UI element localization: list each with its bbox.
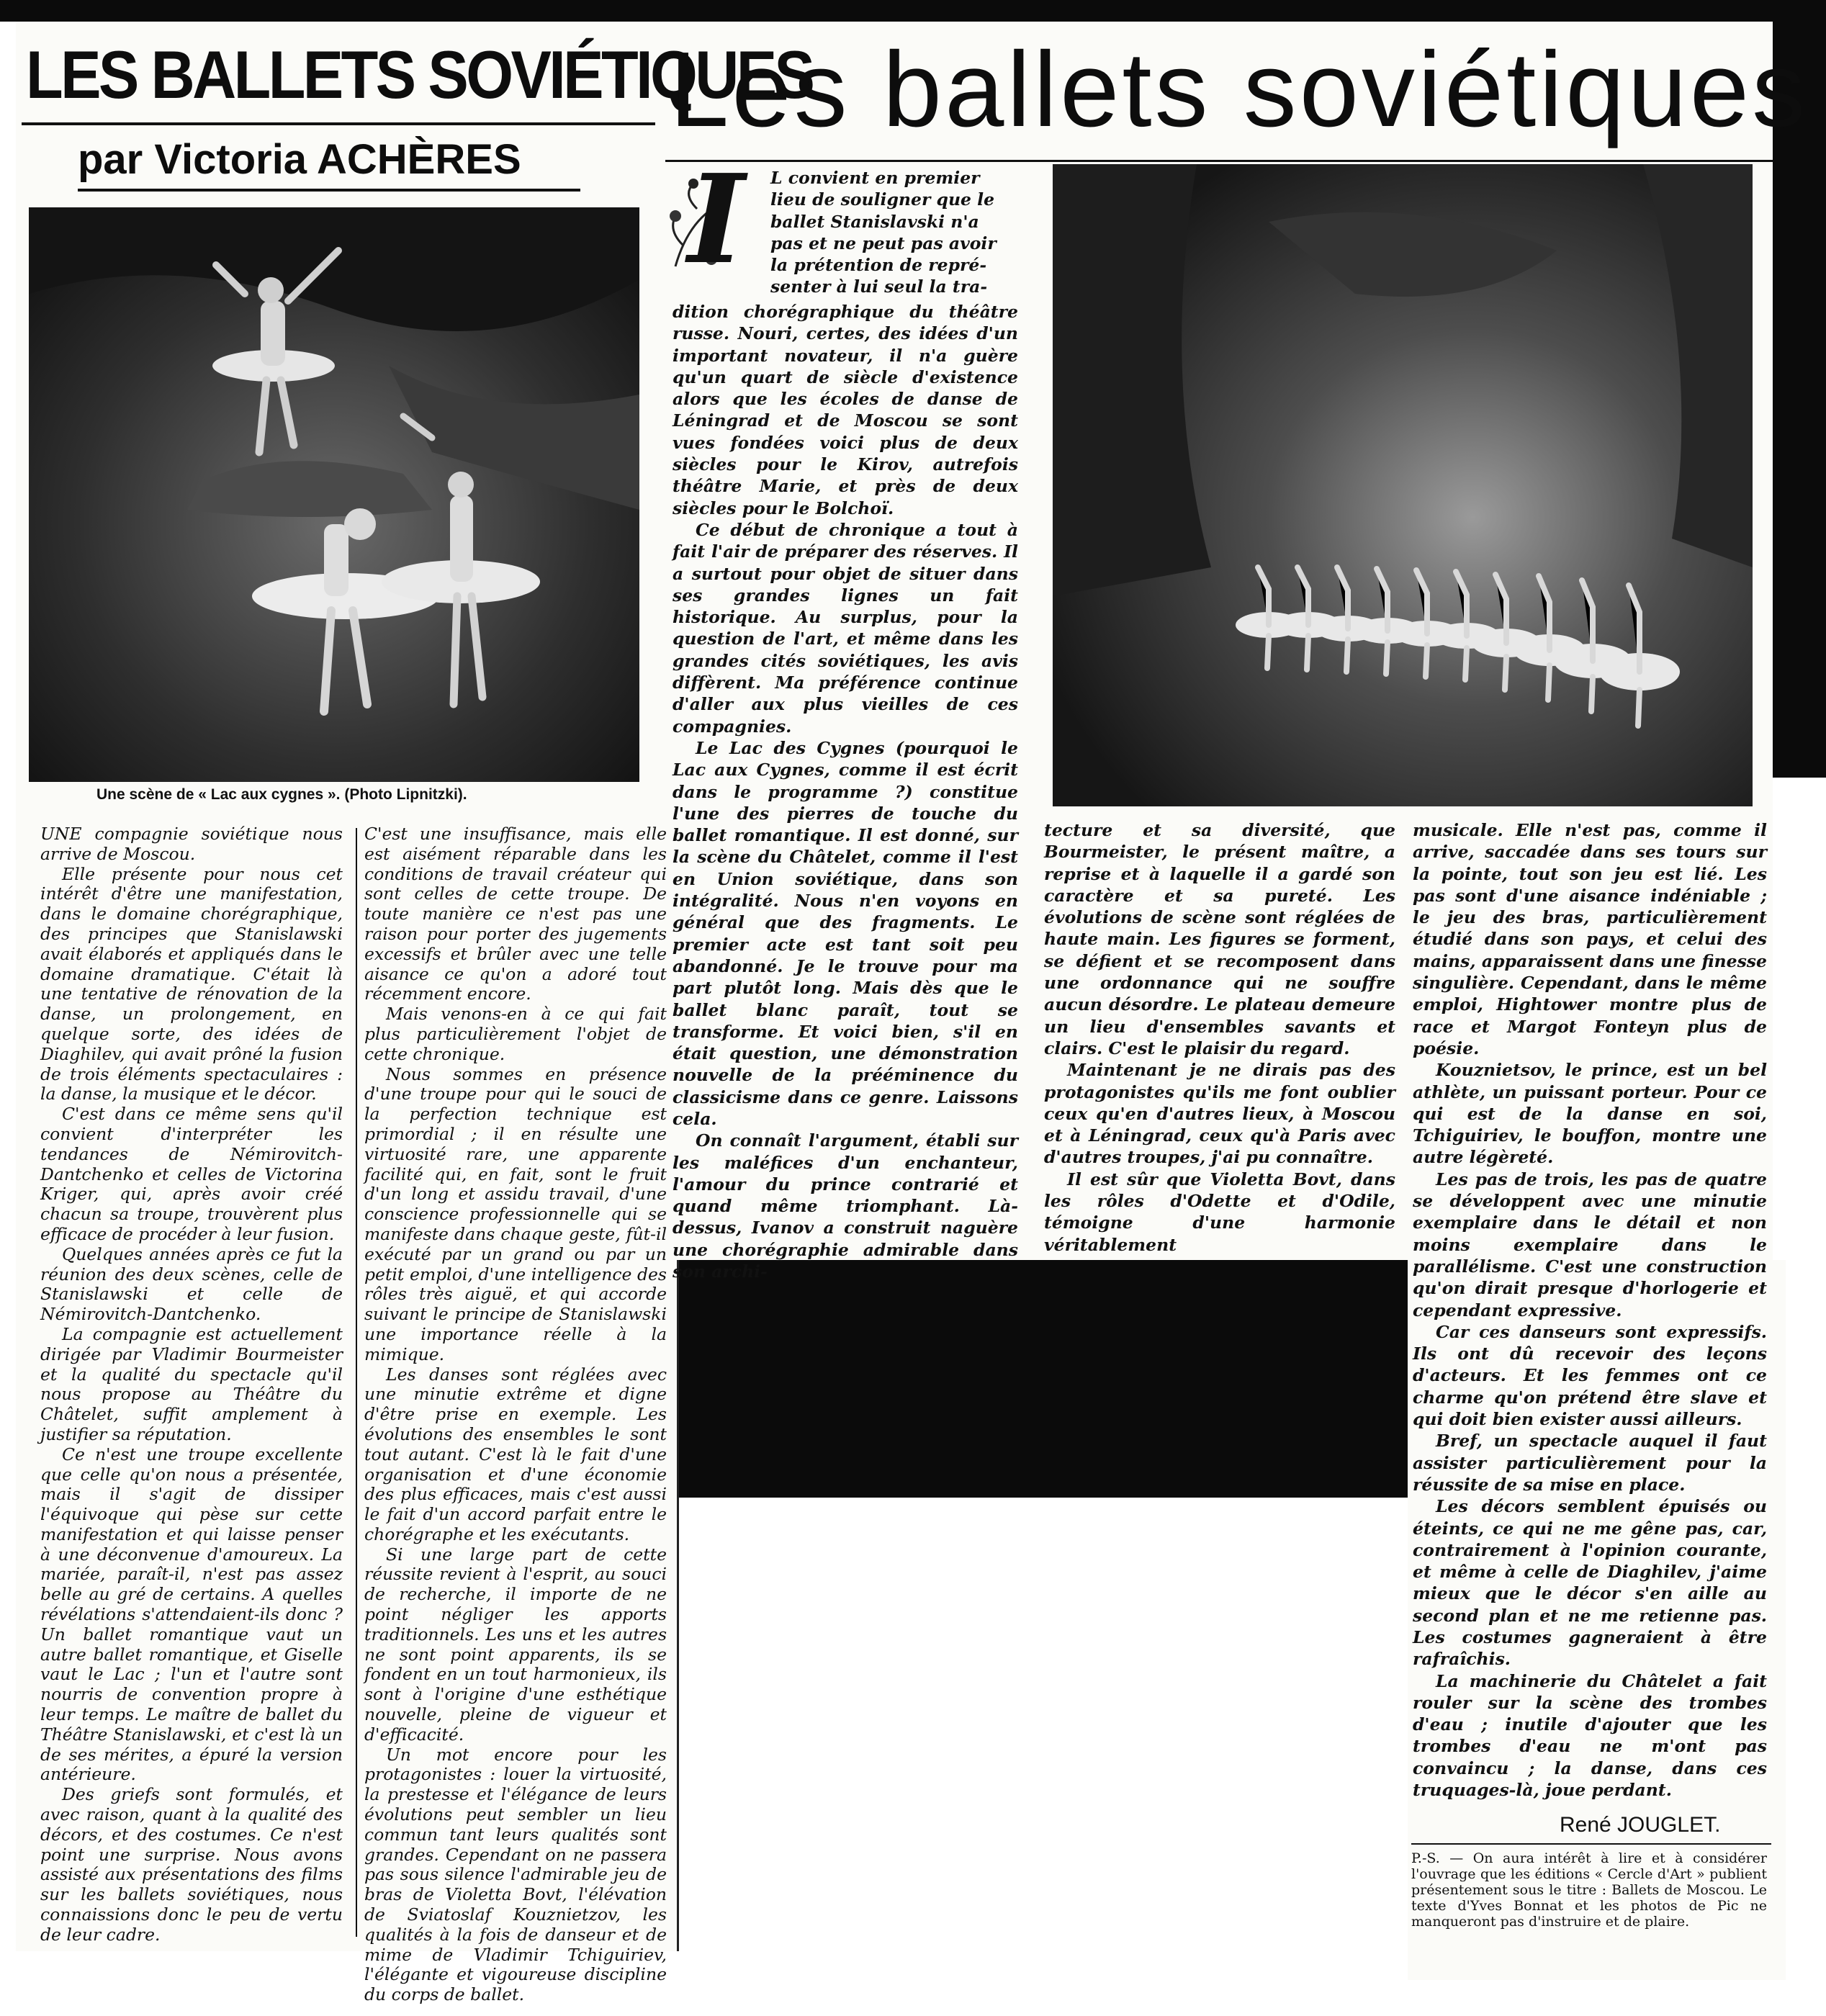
paragraph: Des griefs sont formulés, et avec raison, quant à la qualité des décors, et des costumes. Ce n'est point une surprise. Nous avons assisté aux présentations des films sur les ballets soviétiques, nous connaissions donc le peu de vertu de leur cadre. — [40, 1784, 343, 1945]
right-intro-lines — [770, 167, 1017, 304]
paragraph: tecture et sa diversité, que Bourmeister, le présent maître, a reprise et à laquelle il a gardé son caractère et sa pureté. Les évolutions de scène sont réglées de haute main. Les figures se forment, se défient et se recomposent dans une ordonnance qui ne souffre aucun désordre. Le plateau demeure un lieu d'ensembles savants et clairs. C'est le plaisir du regard. — [1044, 820, 1395, 1058]
right-article-column-2 — [1044, 819, 1395, 1255]
paragraph: Quelques années après ce fut la réunion des deux scènes, celle de Stanislawski et celle de Némirovitch-Dantchenko. — [40, 1243, 343, 1325]
paragraph: Un mot encore pour les protagonistes : louer la virtuosité, la prestesse et l'élégance de leurs évolutions peut sembler un lieu commun tant leurs qualités sont grandes. Cependant on ne passera pas sous silence l'admirable jeu de bras de Violetta Bovt, l'élévation de Sviatoslaf Kouznietzov, les qualités à la fois de danseur et de mime de Vladimir Tchiguiriev, l'élégante et vigoureuse discipline du corps de ballet. — [364, 1744, 667, 2005]
intro-line: ballet Stanislavski n'a — [770, 211, 979, 232]
paragraph: Ce début de chronique a tout à fait l'air de préparer des réserves. Il a surtout pour objet de situer dans ses grandes lignes un fait historique. Au surplus, pour la question de l'art, et même dans les grandes cités soviétiques, les avis diffèrent. Ma préférence continue d'aller aux plus vieilles de ces compagnies. — [673, 519, 1018, 737]
left-photo-caption: Une scène de « Lac aux cygnes ». (Photo Lipnitzki). — [96, 786, 467, 803]
left-article-column-2 — [364, 824, 667, 2005]
intro-line: pas et ne peut pas avoir — [770, 233, 997, 253]
paragraph: On connaît l'argument, établi sur les maléfices d'un enchanteur, l'amour du prince contrarié et quand même triomphant. Là-dessus, Ivanov a construit naguère une chorégraphie admirable dans son archi- — [673, 1130, 1018, 1282]
paragraph: Elle présente pour nous cet intérêt d'être une manifestation, dans le domaine chorégraphique, des principes que Stanislawski avait élaborés et appliqués dans le domaine dramatique. C'était là une tentative de rénovation de la danse, un prolongement, en quelque sorte, des idées de Diaghilev, qui avait prôné la fusion de trois éléments spectaculaires : la danse, la musique et le décor. — [40, 863, 343, 1104]
intro-line: L convient en premier — [770, 168, 980, 188]
paragraph: Si une large part de cette réussite revient à l'esprit, au souci de recherche, il importe de ne point négliger les apports traditionnels. Les uns et les autres ne sont point apparents, ils se fondent en un tout harmonieux, ils sont à l'origine d'une esthétique nouvelle, pleine de vigueur et d'efficacité. — [364, 1544, 667, 1745]
left-byline: par Victoria ACHÈRES — [78, 136, 521, 183]
left-column-divider — [356, 828, 357, 1937]
paragraph: C'est une insuffisance, mais elle est aisément réparable dans les conditions de travail créateur qui sont celles de cette troupe. De toute manière ce n'est pas une raison pour porter des jugements excessifs et brûler avec une telle aisance ce qu'on a adoré tout récemment encore. — [364, 824, 667, 1004]
drop-cap-letter: I — [688, 148, 745, 292]
paragraph: Kouznietsov, le prince, est un bel athlète, un puissant porteur. Pour ce qui est de la danse en soi, Tchiguiriev, le bouffon, montre une autre légèreté. — [1413, 1060, 1767, 1168]
intro-line: senter à lui seul la tra- — [770, 276, 988, 297]
left-headline-underline — [22, 122, 655, 125]
author-signature: René JOUGLET. — [1560, 1813, 1721, 1837]
postscript-rule — [1411, 1843, 1771, 1845]
paragraph: musicale. Elle n'est pas, comme il arrive, saccadée dans ses tours sur la pointe, tout son jeu est lié. Les pas sont d'une aisance indéniable ; le jeu des bras, particulièrement étudié dans son pays, et celui des mains, apparaissent dans une finesse singulière. Cependant, dans le même emploi, Hightower montre plus de race et Margot Fonteyn plus de poésie. — [1413, 820, 1767, 1058]
paragraph: C'est dans ce même sens qu'il convient d'interpréter les tendances de Némirovitch-Dantchenko et celles de Victorina Kriger, qui, après avoir créé chacun sa troupe, trouvèrent plus efficace de procéder à leur fusion. — [40, 1104, 343, 1244]
scan-background-mid — [677, 1260, 1408, 1498]
paragraph: Bref, un spectacle auquel il faut assister particulièrement pour la réussite de sa mise en place. — [1413, 1431, 1767, 1495]
paragraph: Maintenant je ne dirais pas des protagonistes qu'ils me font oublier ceux qu'en d'autres lieux, à Moscou et à Léningrad, ceux qu'à Paris avec d'autres troupes, j'ai pu connaître. — [1044, 1060, 1395, 1168]
swan-lake-photo-left — [29, 207, 639, 782]
right-headline-underline — [665, 160, 1773, 162]
left-byline-underline — [78, 189, 580, 192]
intro-line: lieu de souligner que le — [770, 189, 995, 210]
paragraph: Les danses sont réglées avec une minutie extrême et digne d'être prise en exemple. Les évolutions des ensembles le sont tout autant. C'est là le fait d'une organisation et d'une économie des plus efficaces, mais c'est aussi le fait d'un accord parfait entre le chorégraphe et les exécutants. — [364, 1364, 667, 1544]
paragraph: Il est sûr que Violetta Bovt, dans les rôles d'Odette et d'Odile, témoigne d'une harmonie véritablement — [1044, 1169, 1395, 1255]
paragraph: Mais venons-en à ce qui fait plus particulièrement l'objet de cette chronique. — [364, 1004, 667, 1064]
left-article-column-1 — [40, 824, 343, 1945]
scan-background-top — [0, 0, 1826, 22]
paragraph: La machinerie du Châtelet a fait rouler sur la scène des trombes d'eau ; inutile d'ajouter que les trombes d'eau ne m'ont pas convaincu ; la danse, dans ces truquages-là, joue perdant. — [1413, 1670, 1767, 1801]
right-headline: Les ballets soviétiques — [670, 30, 1809, 149]
paragraph: Ce n'est une troupe excellente que celle qu'on nous a présentée, mais il s'agit de dissiper l'équivoque qui pèse sur cette manifestation et qui laisse penser à une déconvenue d'amoureux. La mariée, paraît-il, n'est pas assez belle au gré de certains. A quelles révélations s'attendaient-ils donc ? Un ballet romantique vaut un autre ballet romantique, et Giselle vaut le Lac ; l'un et l'autre sont nourris de convention propre à leur temps. Le maître de ballet du Théâtre Stanislawski, et c'est là un de ses mérites, a épuré la version antérieure. — [40, 1444, 343, 1785]
paragraph: Les pas de trois, les pas de quatre se développent avec une minutie exemplaire dans le détail et non moins exemplaire dans le parallélisme. C'est une construction qu'on dirait presque d'horlogerie et cependant expressive. — [1413, 1169, 1767, 1320]
paragraph: La compagnie est actuellement dirigée par Vladimir Bourmeister et la qualité du spectacle qu'il nous propose au Théâtre du Châtelet, suffit amplement à justifier sa réputation. — [40, 1323, 343, 1444]
swan-lake-photo-right — [1053, 164, 1753, 806]
paragraph: Nous sommes en présence d'une troupe pour qui le souci de la perfection technique est primordial ; il en résulte une virtuosité rare, une apparente facilité qui, en fait, sont le fruit d'un long et assidu travail, d'une conscience professionnelle qui se manifeste dans chaque geste, fût-il exécuté par un grand ou par un petit emploi, d'une intelligence des rôles très aiguë, et qui accorde suivant le principe de Stanislawski une importance réelle à la mimique. — [364, 1063, 667, 1364]
left-headline: LES BALLETS SOVIÉTIQUES — [26, 37, 813, 112]
right-article-column-1 — [673, 301, 1018, 1282]
paragraph: Les décors semblent épuisés ou éteints, ce qui ne me gêne pas, car, contrairement à l'opinion courante, et même à celle de Diaghilev, j'aime mieux que le décor s'en aille au second plan et ne me retienne pas. Les costumes gagneraient à être rafraîchis. — [1413, 1496, 1767, 1670]
paragraph: Le Lac des Cygnes (pourquoi le Lac aux Cygnes, comme il est écrit dans le programme ?) constitue l'une des pierres de touche du ballet romantique. Il est donné, sur la scène du Châtelet, comme il l'est en Union soviétique, dans son intégralité. Nous n'en voyons en général que des fragments. Le premier acte est tant soit peu abandonné. Je le trouve pour ma part plutôt long. Mais dès que le ballet blanc paraît, tout se transforme. Et voici bien, s'il en était question, une démonstration nouvelle de la prééminence du classicisme dans ce genre. Laissons cela. — [673, 737, 1018, 1129]
paragraph: dition chorégraphique du théâtre russe. Nouri, certes, des idées d'un important novateur, il n'a guère qu'un quart de siècle d'existence alors que les écoles de danse de Léningrad et de Moscou se sont vues fondées voici plus de deux siècles pour le Kirov, autrefois théâtre Marie, et près de deux siècles pour le Bolchoï. — [673, 302, 1018, 518]
paragraph: Car ces danseurs sont expressifs. Ils ont dû recevoir des leçons d'acteurs. Et les femmes ont ce charme qu'on prétend être slave et qui doit bien exister aussi ailleurs. — [1413, 1321, 1767, 1430]
postscript: P.-S. — On aura intérêt à lire et à considérer l'ouvrage que les éditions « Cercle d'Art » publient présentement sous le titre : Ballets de Moscou. Le texte d'Yves Bonnat et les photos de Pic ne manqueront pas d'instruire et de plaire. — [1411, 1850, 1767, 1930]
right-article-column-3 — [1413, 819, 1767, 1816]
intro-line: la prétention de repré- — [770, 255, 987, 276]
paragraph: UNE compagnie soviétique nous arrive de Moscou. — [40, 824, 343, 864]
